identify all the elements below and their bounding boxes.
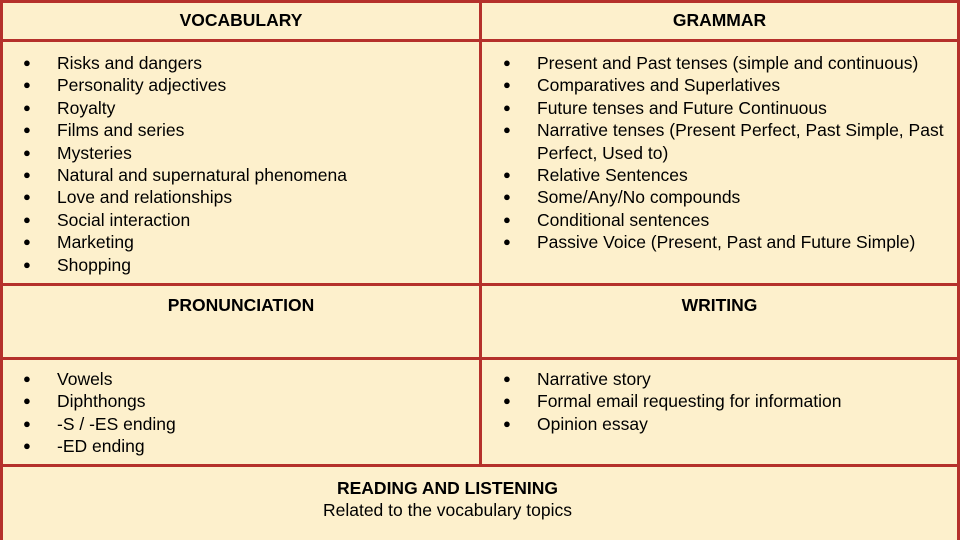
list-item: ● Royalty — [23, 97, 473, 119]
vocabulary-list — [23, 52, 473, 276]
list-item: ● Shopping — [23, 254, 473, 276]
table-divider-vertical — [479, 0, 482, 466]
writing-list — [503, 368, 951, 435]
vocabulary-cell — [23, 52, 473, 276]
list-item: ● Films and series — [23, 119, 473, 141]
list-item: ● Risks and dangers — [23, 52, 473, 74]
grammar-list — [503, 52, 951, 254]
pronunciation-list — [23, 368, 473, 458]
list-item: ● Mysteries — [23, 142, 473, 164]
list-item: ● -S / -ES ending — [23, 413, 473, 435]
table-divider-row-2 — [0, 283, 960, 286]
list-item: ● Diphthongs — [23, 390, 473, 412]
table-divider-row-4 — [0, 464, 960, 467]
reading-listening-cell — [3, 477, 892, 521]
list-item: ● Formal email requesting for information — [503, 390, 951, 412]
table-divider-row-1 — [0, 39, 960, 42]
writing-header: WRITING — [681, 295, 758, 315]
list-item: ● Passive Voice (Present, Past and Future Simple) — [503, 231, 951, 253]
reading-listening-header: READING AND LISTENING — [336, 478, 559, 498]
list-item: ● Marketing — [23, 231, 473, 253]
list-item: ● Narrative story — [503, 368, 951, 390]
reading-listening-note: Related to the vocabulary topics — [322, 500, 573, 520]
list-item: ● -ED ending — [23, 435, 473, 457]
list-item: ● Vowels — [23, 368, 473, 390]
list-item: ● Social interaction — [23, 209, 473, 231]
table-divider-row-3 — [0, 357, 960, 360]
vocabulary-header: VOCABULARY — [179, 10, 303, 30]
list-item: ● Love and relationships — [23, 186, 473, 208]
list-item: ● Some/Any/No compounds — [503, 186, 951, 208]
writing-cell — [503, 368, 951, 435]
list-item: ● Present and Past tenses (simple and continuous) — [503, 52, 951, 74]
grammar-header: GRAMMAR — [672, 10, 767, 30]
pronunciation-header: PRONUNCIATION — [167, 295, 315, 315]
pronunciation-cell — [23, 368, 473, 458]
list-item: ● Future tenses and Future Continuous — [503, 97, 951, 119]
list-item: ● Comparatives and Superlatives — [503, 74, 951, 96]
list-item: ● Relative Sentences — [503, 164, 951, 186]
grammar-cell — [503, 52, 951, 254]
list-item: ● Natural and supernatural phenomena — [23, 164, 473, 186]
list-item: ● Narrative tenses (Present Perfect, Past Simple, Past Perfect, Used to) — [503, 119, 951, 164]
list-item: ● Personality adjectives — [23, 74, 473, 96]
table-border-left — [0, 0, 3, 540]
list-item: ● Conditional sentences — [503, 209, 951, 231]
list-item: ● Opinion essay — [503, 413, 951, 435]
